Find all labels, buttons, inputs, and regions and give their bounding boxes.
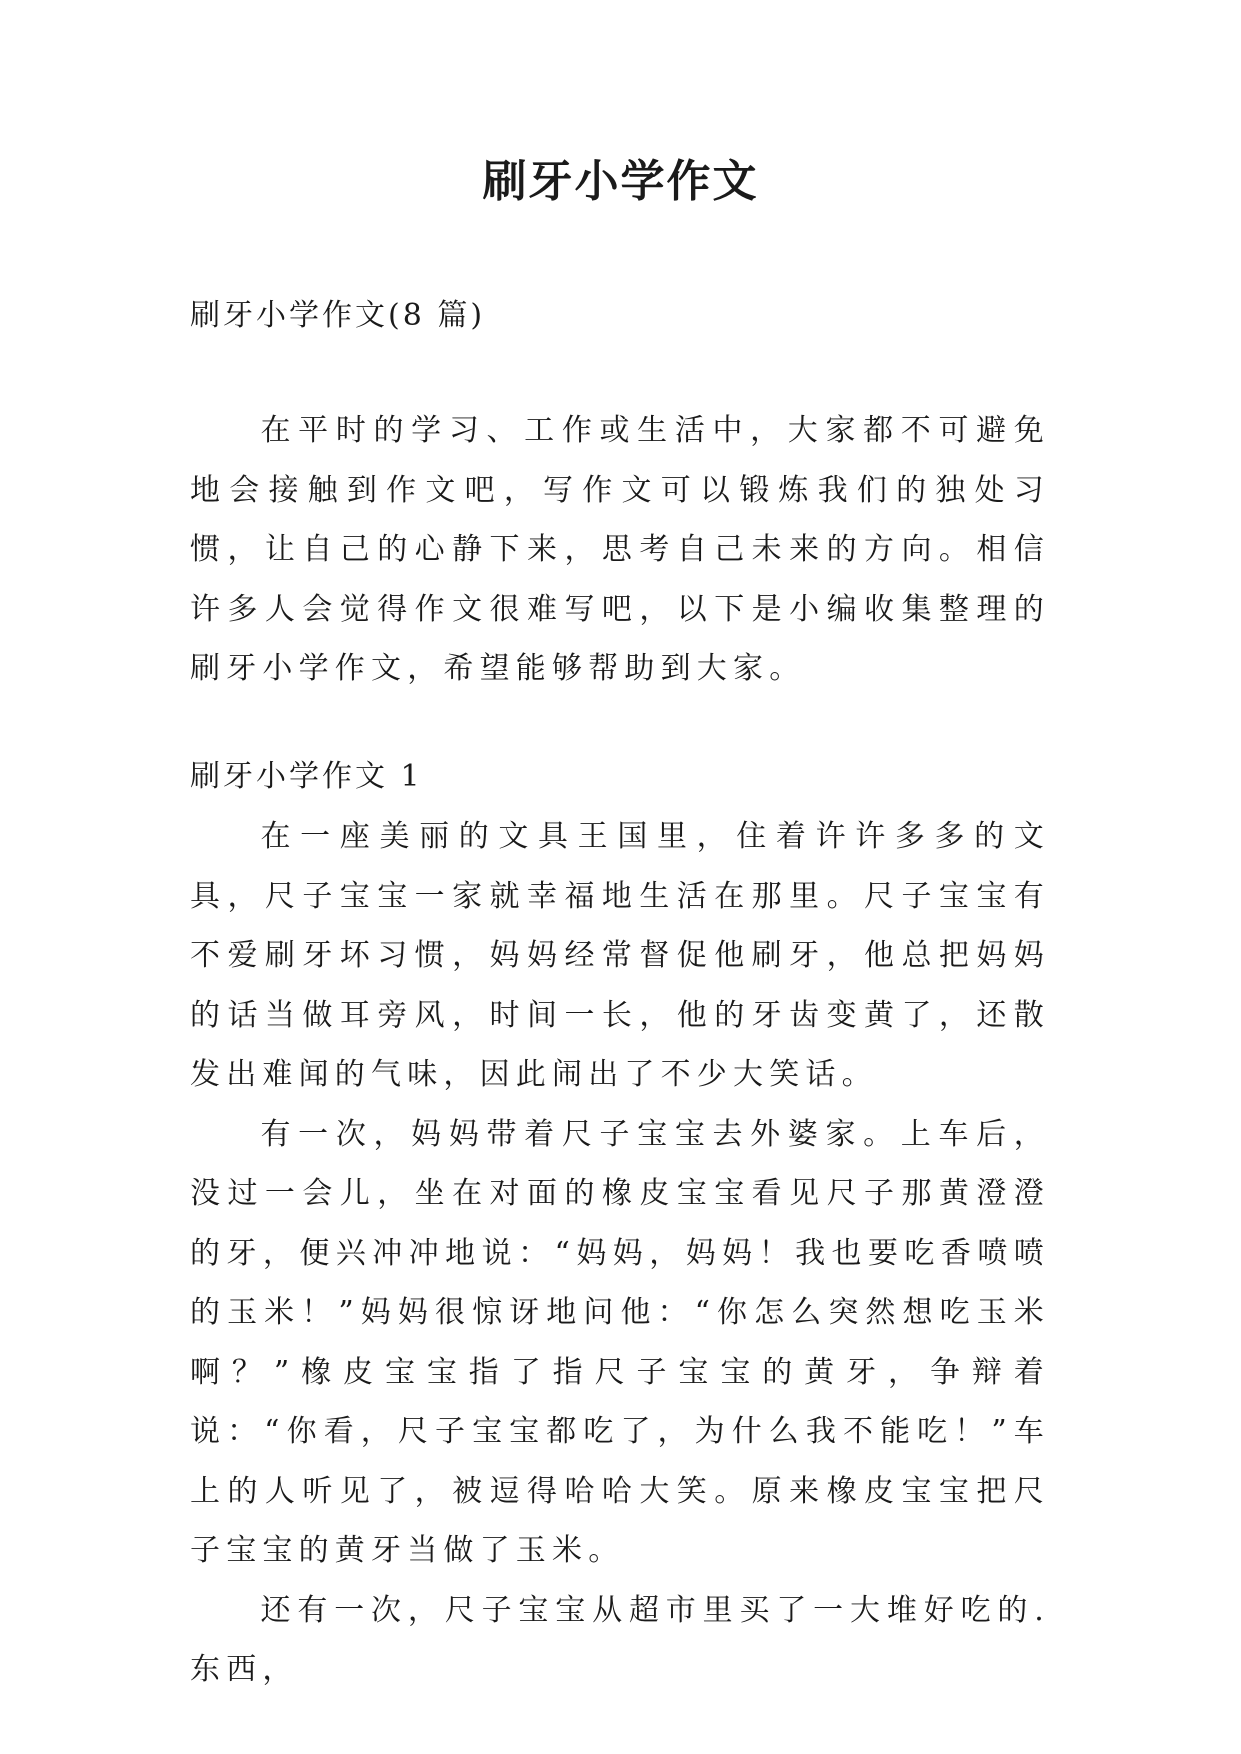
document-title: 刷牙小学作文	[482, 156, 759, 207]
intro-block	[190, 401, 1050, 699]
essay-paragraph: 有一次，妈妈带着尺子宝宝去外婆家。上车后，没过一会儿，坐在对面的橡皮宝宝看见尺子那黄澄澄的牙，便兴冲冲地说：“妈妈，妈妈！我也要吃香喷喷的玉米！”妈妈很惊讶地问他：“你怎么突然想吃玉米啊？”橡皮宝宝指了指尺子宝宝的黄牙，争辩着说：“你看，尺子宝宝都吃了，为什么我不能吃！”车上的人听见了，被逗得哈哈大笑。原来橡皮宝宝把尺子宝宝的黄牙当做了玉米。	[190, 1116, 1050, 1568]
section-heading: 刷牙小学作文 1	[190, 759, 423, 794]
intro-paragraph: 在平时的学习、工作或生活中，大家都不可避免地会接触到作文吧，写作文可以锻炼我们的独处习惯，让自己的心静下来，思考自己未来的方向。相信许多人会觉得作文很难写吧，以下是小编收集整理的刷牙小学作文，希望能够帮助到大家。	[190, 413, 1050, 686]
essay-paragraph: 还有一次，尺子宝宝从超市里买了一大堆好吃的.东西，	[190, 1592, 1050, 1687]
document-subtitle: 刷牙小学作文(8 篇)	[190, 298, 486, 333]
essay-paragraph: 在一座美丽的文具王国里，住着许许多多的文具，尺子宝宝一家就幸福地生活在那里。尺子宝宝有不爱刷牙坏习惯，妈妈经常督促他刷牙，他总把妈妈的话当做耳旁风，时间一长，他的牙齿变黄了，还散发出难闻的气味，因此闹出了不少大笑话。	[190, 819, 1050, 1092]
essay-body	[190, 807, 1050, 1700]
